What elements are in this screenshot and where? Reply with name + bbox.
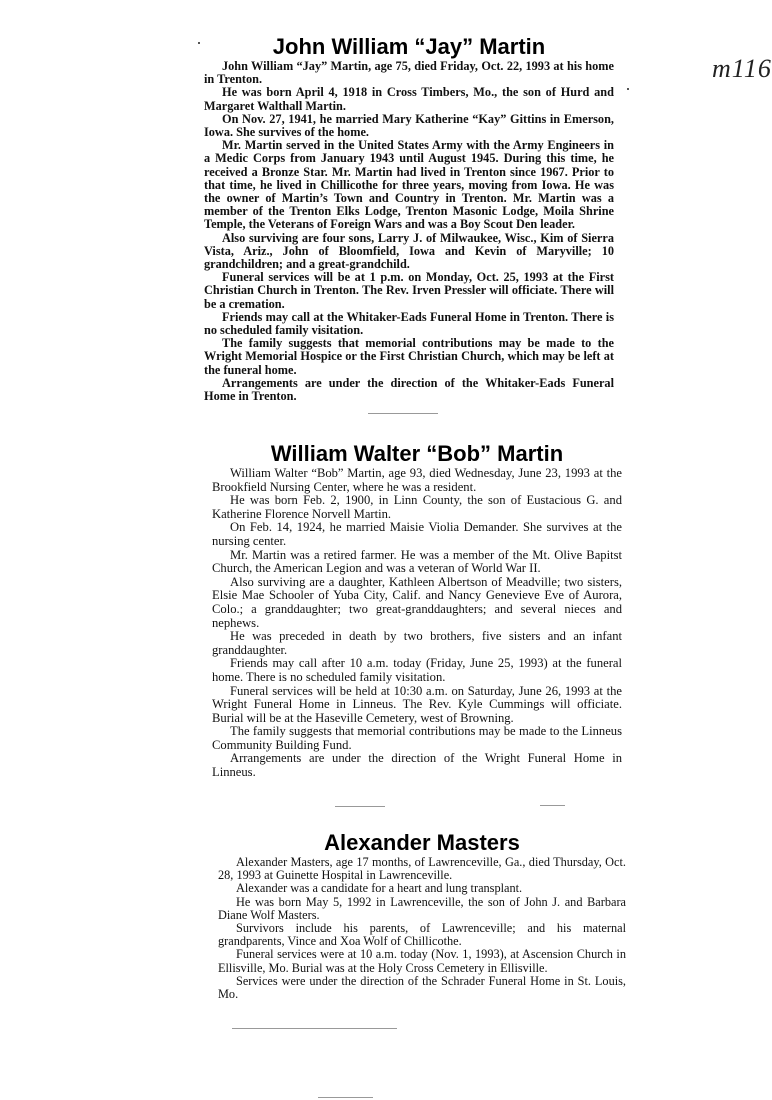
obituary-paragraph: He was born May 5, 1992 in Lawrenceville, the son of John J. and Barbara Diane Wolf Masters. — [218, 894, 626, 922]
obituary-paragraph: Services were under the direction of the Schrader Funeral Home in St. Louis, Mo. — [218, 973, 626, 1002]
obituary-paragraph: Arrangements are under the direction of the Wright Funeral Home in Linneus. — [212, 751, 622, 780]
clipping-edge-mark — [335, 806, 385, 807]
obituary-paragraph: He was born Feb. 2, 1900, in Linn County, the son of Eustacious G. and Katherine Florence Norvell Martin. — [212, 493, 622, 521]
obituary-paragraph: Funeral services were at 10 a.m. today (Nov. 1, 1993), at Ascension Church in Ellisville, Mo. Burial was at the Holy Cross Cemetery in Ellisville. — [218, 947, 626, 975]
obituary-paragraph: On Nov. 27, 1941, he married Mary Katherine “Kay” Gittins in Emerson, Iowa. She survives of the home. — [204, 111, 614, 140]
scan-speck — [198, 42, 200, 44]
obituary-paragraph: Alexander Masters, age 17 months, of Lawrenceville, Ga., died Thursday, Oct. 28, 1993 at Guinette Hospital in Lawrenceville. — [218, 855, 626, 883]
obituary-paragraph: Survivors include his parents, of Lawrenceville; and his maternal grandparents, Vince and Xoa Wolf of Chillicothe. — [218, 921, 626, 949]
obituary-paragraph: The family suggests that memorial contributions may be made to the Linneus Community Building Fund. — [212, 724, 622, 752]
obituary-paragraph: The family suggests that memorial contributions may be made to the Wright Memorial Hospice or the First Christian Church, which may be left at the funeral home. — [204, 336, 614, 377]
obituary-paragraph: Alexander was a candidate for a heart and lung transplant. — [236, 881, 523, 896]
clipping-edge-mark — [318, 1097, 373, 1098]
obituary-paragraph: Arrangements are under the direction of the Whitaker-Eads Funeral Home in Trenton. — [204, 375, 614, 404]
obituary-paragraph: On Feb. 14, 1924, he married Maisie Violia Demander. She survives at the nursing center. — [212, 520, 622, 548]
obituary-title: Alexander Masters — [324, 830, 520, 855]
obituary-paragraph: John William “Jay” Martin, age 75, died Friday, Oct. 22, 1993 at his home in Trenton. — [204, 59, 614, 87]
obituary-title: John William “Jay” Martin — [272, 34, 546, 59]
obituary-william-walter-martin — [212, 441, 622, 780]
obituary-paragraph: Also surviving are four sons, Larry J. of Milwaukee, Wisc., Kim of Sierra Vista, Ariz., John of Bloomfield, Iowa and Kevin of Maryville; 10 grandchildren; and a great-grandchild. — [204, 230, 614, 272]
obituary-paragraph: Friends may call after 10 a.m. today (Friday, June 25, 1993) at the funeral home. There is no scheduled family visitation. — [212, 656, 622, 684]
obituary-paragraph: Mr. Martin served in the United States Army with the Army Engineers in a Medic Corps from January 1943 until August 1945. During this time, he received a Bronze Star. Mr. Martin had lived in Trenton since 1967. Prior to that time, he lived in Chillicothe for three years, moving from Iowa. He was the owner of Martin’s Town and Country in Trenton. Mr. Martin was a member of the Trenton Elks Lodge, Trenton Masonic Lodge, Moila Shrine Temple, the Veterans of Foreign Wars and was a Boy Scout Den leader. — [204, 138, 614, 232]
obituary-john-william-martin — [204, 34, 614, 403]
obituary-paragraph: Mr. Martin was a retired farmer. He was a member of the Mt. Olive Bapitst Church, the American Legion and was a veteran of World War II. — [212, 547, 622, 576]
obituary-paragraph: Funeral services will be held at 10:30 a.m. on Saturday, June 26, 1993 at the Wright Funeral Home in Linneus. The Rev. Kyle Cummings will officiate. Burial will be at the Haseville Cemetery, west of Browning. — [212, 683, 622, 725]
obituary-alexander-masters — [218, 830, 626, 1001]
obituary-title: William Walter “Bob” Martin — [270, 441, 564, 466]
obituary-paragraph: Friends may call at the Whitaker-Eads Funeral Home in Trenton. There is no scheduled family visitation. — [204, 309, 614, 338]
obituary-paragraph: William Walter “Bob” Martin, age 93, died Wednesday, June 23, 1993 at the Brookfield Nursing Center, where he was a resident. — [212, 466, 622, 494]
clipping-edge-mark — [368, 413, 438, 414]
obituary-paragraph: He was born April 4, 1918 in Cross Timbers, Mo., the son of Hurd and Margaret Walthall Martin. — [204, 85, 614, 113]
scan-speck — [627, 88, 629, 90]
handwritten-annotation: m116 — [712, 54, 772, 83]
obituary-paragraph: Also surviving are a daughter, Kathleen Albertson of Meadville; two sisters, Elsie Mae Schooler of Yuba City, Calif. and Nancy Genevieve Eve of Aurora, Colo.; a granddaughter; two great-granddaughters; and several nieces and nephews. — [212, 574, 622, 630]
obituary-paragraph: Funeral services will be at 1 p.m. on Monday, Oct. 25, 1993 at the First Christian Church in Trenton. The Rev. Irven Pressler will officiate. There will be a cremation. — [204, 270, 614, 311]
clipping-edge-mark — [540, 805, 565, 806]
obituary-paragraph: He was preceded in death by two brothers, five sisters and an infant granddaughter. — [212, 629, 622, 657]
clipping-edge-mark — [232, 1028, 397, 1029]
